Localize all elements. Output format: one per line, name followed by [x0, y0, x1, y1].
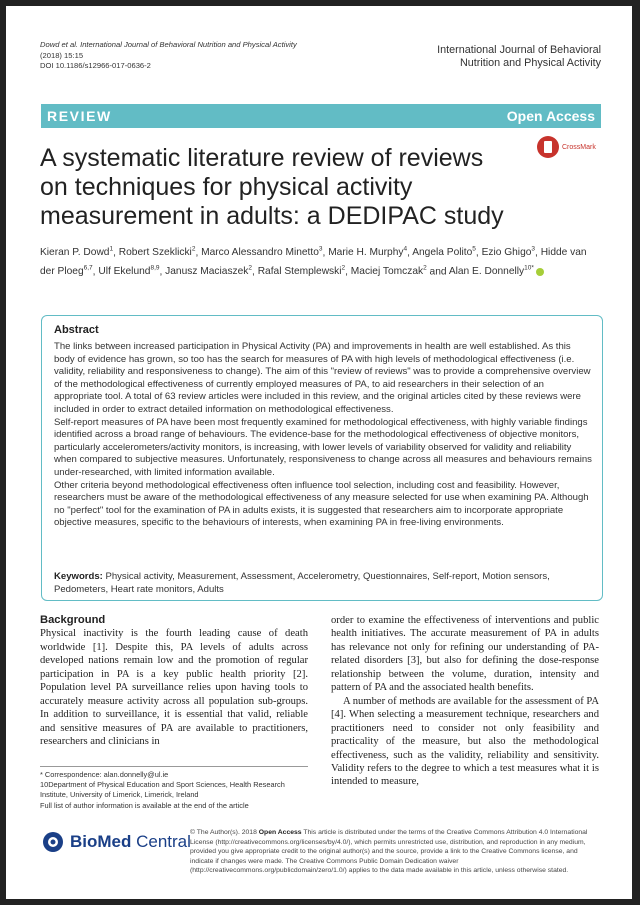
author-name[interactable]: Robert Szeklicki$^2$	[118, 246, 196, 259]
section-heading-background: Background	[40, 614, 106, 626]
body-column-right	[331, 614, 599, 789]
affiliation-marker: 2	[423, 264, 427, 272]
biomed-central-icon	[42, 831, 64, 853]
author-name[interactable]: Hidde van der Ploeg$^{6,7}$	[40, 247, 587, 278]
author-name[interactable]: Angela Polito$^5$	[412, 246, 476, 259]
abstract-paragraph: The links between increased participation in Physical Activity (PA) and improvements in health are well established. As this body of evidence has grown, so too has the search for measures of PA with high levels of methodological effectiveness (i.e. validity, reliability and responsiveness to change). The aim of this "review of reviews" was to provide a comprehensive overview of the methodological effectiveness of currently employed measures of PA, to aid researchers in their selection of an appropriate tool. A total of 63 review articles were included in this review, and the original articles cited by these reviews were included in order to extract detailed information on methodological effectiveness.	[54, 341, 591, 415]
author-list: Kieran P. Dowd$^1$, Robert Szeklicki$^2$, Marco Alessandro Minetto$^3$, Marie H. Murphy$^4$, Angela Polito$^5$, Ezio Ghigo$^3$, Hidde van der Ploeg$^{6,7}$, Ulf Ekelund$^{8,9}$, Janusz Maciaszek$^2$, Rafal Stemplewski$^2$, Maciej Tomczak$^2$ and Alan E. Donnelly$^{10*}$	[40, 246, 587, 278]
orcid-icon[interactable]	[536, 268, 544, 276]
citation-line-2: (2018) 15:15	[40, 50, 84, 60]
crossmark-icon	[537, 136, 559, 158]
affiliation-marker: 3	[531, 246, 536, 253]
abstract-paragraph: Self-report measures of PA have been most frequently examined for methodological effectiveness, with highly variable findings identified across a broad range of behaviours. The evidence-base for the methodological effectiveness of objective monitors, particularly accelerometers/activity monitors, is increasing, with lower levels of variability observed for validity and reliability when compared to subjective measures. Unfortunately, responsiveness to change across all measures and behaviours remains under-researched, with limited information available.	[54, 416, 592, 478]
author-name[interactable]: Ulf Ekelund$^{8,9}$	[98, 264, 160, 278]
keywords-label: Keywords:	[54, 571, 103, 582]
author-name[interactable]: Janusz Maciaszek$^2$	[165, 264, 253, 278]
body-paragraph: Physical inactivity is the fourth leading cause of death worldwide [1]. Despite this, PA levels of adults across developed nations remain low and the promotion of regular participation in PA is a key public health priority [2]. Population level PA surveillance relies upon having tools to accurately measure activity across all population sub-groups. In addition to surveillance, it is essential that valid, reliable and sensitive measures of PA are available to practitioners, researchers and clinicians in	[40, 628, 308, 748]
article-type-label: REVIEW	[47, 108, 112, 124]
footnotes	[40, 766, 308, 811]
body-paragraph: order to examine the effectiveness of interventions and public health initiatives. The accurate measurement of PA in adults has relevance not only for refining our understanding of PA-related disorders [3], but also for defining the dose-response relationship between the volume, duration, intensity and pattern of PA and the associated health benefits.	[331, 615, 599, 694]
affiliation-marker: 3	[318, 246, 323, 253]
keywords	[54, 571, 592, 596]
affiliation-marker: 5	[472, 246, 476, 253]
article-page	[6, 6, 632, 899]
doi-link[interactable]: DOI 10.1186/s12966-017-0636-2	[40, 61, 151, 70]
affiliation-marker: 2	[248, 264, 253, 272]
keywords-list: Physical activity, Measurement, Assessment, Accelerometry, Questionnaires, Self-report, Motion sensors, Pedometers, Heart rate monitors, Adults	[54, 571, 550, 595]
author-name[interactable]: Marie H. Murphy$^4$	[328, 246, 408, 259]
article-title: A systematic literature review of reviews on techniques for physical activity measurement in adults: a DEDIPAC study	[40, 144, 504, 230]
abstract-heading: Abstract	[54, 324, 99, 336]
citation-line-1: Dowd et al. International Journal of Behavioral Nutrition and Physical Activity	[40, 40, 297, 49]
abstract-body	[54, 341, 592, 530]
author-name[interactable]: Kieran P. Dowd$^1$	[40, 246, 114, 259]
affiliation-marker: 6,7	[83, 264, 93, 272]
open-access-label: Open Access	[506, 108, 595, 124]
citation-header	[40, 40, 297, 72]
crossmark-badge[interactable]: CrossMark	[537, 136, 607, 166]
affiliation-marker: 4	[403, 246, 408, 253]
biomed-central-logo: BioMed Central	[42, 828, 192, 856]
author-info-note: Full list of author information is available at the end of the article	[40, 800, 249, 810]
author-name[interactable]: Maciej Tomczak$^2$	[350, 264, 427, 278]
affiliation-note: 10Department of Physical Education and Sport Sciences, Health Research Institute, University of Limerick, Limerick, Ireland	[40, 780, 285, 800]
body-column-left	[40, 614, 308, 749]
abstract-box	[41, 315, 603, 601]
author-name[interactable]: Rafal Stemplewski$^2$	[257, 264, 346, 278]
correspondence-note: * Correspondence: alan.donnelly@ul.ie	[40, 770, 169, 779]
article-type-band	[41, 104, 601, 128]
affiliation-marker: 1	[109, 246, 114, 253]
author-name[interactable]: Marco Alessandro Minetto$^3$	[201, 246, 323, 259]
abstract-paragraph: Other criteria beyond methodological effectiveness often influence tool selection, including cost and feasibility. However, researchers must be aware of the methodological effectiveness of any measure selected for use when examining PA. Although no "perfect" tool for the examination of PA in adults exists, it is suggested that researchers aim to incorporate appropriate objective measures, specific to the behaviours of interests, when examining PA in free-living environments.	[54, 479, 589, 529]
author-name[interactable]: Alan E. Donnelly$^{10*}$	[448, 264, 534, 278]
affiliation-marker: 10*	[524, 264, 534, 272]
affiliation-marker: 2	[191, 246, 196, 253]
author-name[interactable]: Ezio Ghigo$^3$	[481, 246, 536, 259]
license-statement: © The Author(s). 2018 Open Access This article is distributed under the terms of the Creative Commons Attribution 4.0 International License (http://creativecommons.org/licenses/by/4.0/), which permits unrestricted use, distribution, and reproduction in any medium, provided you give appropriate credit to the original author(s) and the source, provide a link to the Creative Commons license, and indicate if changes were made. The Creative Commons Public Domain Dedication waiver (http://creativecommons.org/publicdomain/zero/1.0/) applies to the data made available in this article, unless otherwise stated.	[190, 829, 588, 875]
body-paragraph: A number of methods are available for the assessment of PA [4]. When selecting a measurement technique, researchers and practitioners need to consider not only feasibility and practicality of the measure, but also the methodological effectiveness, such as the validity, reliability and sensitivity. Validity refers to the degree to which a test measures what it is intended to measure,	[331, 695, 599, 788]
affiliation-marker: 2	[341, 264, 346, 272]
journal-name: International Journal of Behavioral Nutrition and Physical Activity	[437, 44, 601, 69]
affiliation-marker: 8,9	[150, 264, 160, 272]
